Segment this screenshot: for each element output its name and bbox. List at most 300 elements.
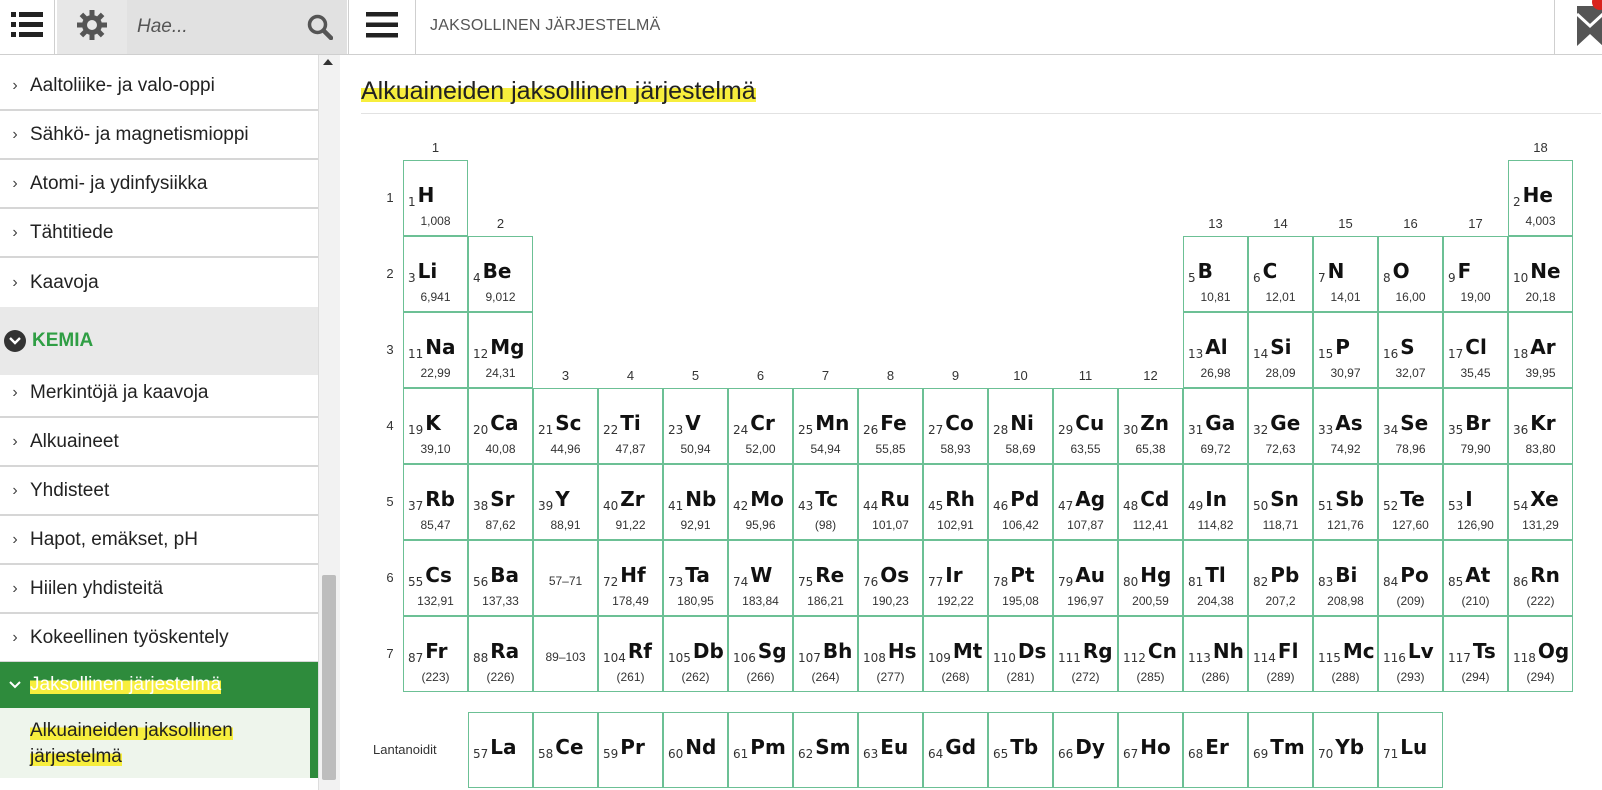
atomic-number: 45 xyxy=(928,499,944,513)
sidebar-item-sahko[interactable] xyxy=(0,111,318,160)
element-cell[interactable] xyxy=(403,464,468,540)
atomic-mass: 126,90 xyxy=(1457,518,1494,532)
sidebar-item-label: Aaltoliike- ja valo-oppi xyxy=(30,74,215,96)
atomic-number: 30 xyxy=(1123,423,1139,437)
atomic-mass: (261) xyxy=(616,670,645,684)
element-cell[interactable] xyxy=(1183,616,1248,692)
atomic-number: 74 xyxy=(733,575,749,589)
element-cell[interactable] xyxy=(1118,388,1183,464)
sidebar-item-kaavoja[interactable] xyxy=(0,258,318,307)
element-cell[interactable] xyxy=(468,616,533,692)
element-symbol: $_{72}$ Hf xyxy=(603,563,646,589)
atomic-number: 110 xyxy=(993,651,1016,665)
element-cell[interactable] xyxy=(468,388,533,464)
atomic-mass: (277) xyxy=(876,670,905,684)
element-cell[interactable] xyxy=(403,312,468,388)
element-cell[interactable] xyxy=(403,540,468,616)
atomic-mass: 44,96 xyxy=(550,442,581,456)
element-cell[interactable] xyxy=(793,388,858,464)
chevron-right-icon: › xyxy=(12,125,18,143)
element-cell[interactable] xyxy=(1183,312,1248,388)
element-cell[interactable] xyxy=(793,540,858,616)
lanthanoid-cell[interactable] xyxy=(663,712,728,788)
element-symbol: $_{11}$ Na xyxy=(408,335,456,361)
element-symbol: $_{44}$ Ru xyxy=(863,487,910,513)
atomic-mass: 65,38 xyxy=(1135,442,1166,456)
sidebar-scrollbar[interactable] xyxy=(318,55,340,790)
element-cell[interactable] xyxy=(663,388,728,464)
element-cell[interactable] xyxy=(1378,616,1443,692)
element-cell[interactable] xyxy=(988,464,1053,540)
element-symbol: $_{109}$ Mt xyxy=(928,639,983,665)
atomic-mass: (262) xyxy=(681,670,710,684)
atomic-mass: 118,71 xyxy=(1262,518,1299,532)
element-cell[interactable] xyxy=(923,388,988,464)
sidebar-item-yhdisteet[interactable] xyxy=(0,467,318,516)
atomic-number: 76 xyxy=(863,575,879,589)
atomic-mass: 200,59 xyxy=(1132,594,1169,608)
atomic-mass: 195,08 xyxy=(1002,594,1039,608)
periodic-table xyxy=(341,55,1602,790)
atomic-number: 114 xyxy=(1253,651,1276,665)
atomic-number: 27 xyxy=(928,423,944,437)
group-label: 10 xyxy=(1013,368,1028,383)
atomic-mass: 63,55 xyxy=(1070,442,1101,456)
atomic-number: 19 xyxy=(408,423,424,437)
lanthanoid-cell[interactable] xyxy=(598,712,663,788)
sidebar-item-merkintoja[interactable] xyxy=(0,369,318,418)
element-cell[interactable] xyxy=(598,388,663,464)
atomic-mass: 192,22 xyxy=(937,594,974,608)
element-cell[interactable] xyxy=(1248,464,1313,540)
scroll-up-arrow-icon[interactable] xyxy=(323,59,333,65)
series-range-cell xyxy=(533,616,598,692)
period-label: 7 xyxy=(386,646,394,661)
group-label: 14 xyxy=(1273,216,1288,231)
lanthanoid-cell[interactable] xyxy=(1118,712,1183,788)
sidebar-item-label: Tähtitiede xyxy=(30,221,114,243)
element-cell[interactable] xyxy=(923,464,988,540)
element-symbol: $_{35}$ Br xyxy=(1448,411,1491,437)
element-cell[interactable] xyxy=(1378,388,1443,464)
element-cell[interactable] xyxy=(988,540,1053,616)
atomic-number: 71 xyxy=(1383,747,1399,761)
atomic-mass: 178,49 xyxy=(612,594,649,608)
element-symbol: $_{32}$ Ge xyxy=(1253,411,1301,437)
atomic-number: 58 xyxy=(538,747,554,761)
lanthanoid-cell[interactable] xyxy=(1248,712,1313,788)
element-symbol: $_{12}$ Mg xyxy=(473,335,525,361)
atomic-mass: (293) xyxy=(1396,670,1425,684)
element-cell[interactable] xyxy=(1508,312,1573,388)
element-cell[interactable] xyxy=(1378,464,1443,540)
hamburger-icon xyxy=(366,12,398,43)
element-cell[interactable] xyxy=(1443,464,1508,540)
atomic-number: 3 xyxy=(408,271,416,285)
element-cell[interactable] xyxy=(1248,236,1313,312)
element-symbol: $_{38}$ Sr xyxy=(473,487,515,513)
atomic-mass: 91,22 xyxy=(615,518,646,532)
atomic-number: 67 xyxy=(1123,747,1139,761)
element-cell[interactable] xyxy=(1313,616,1378,692)
sidebar-item-kokeellinen[interactable] xyxy=(0,614,318,663)
atomic-number: 35 xyxy=(1448,423,1464,437)
element-symbol: $_{15}$ P xyxy=(1318,335,1350,361)
element-cell[interactable] xyxy=(923,616,988,692)
element-cell[interactable] xyxy=(728,388,793,464)
atomic-number: 85 xyxy=(1448,575,1464,589)
search-input[interactable] xyxy=(137,12,302,42)
element-symbol: $_{23}$ V xyxy=(668,411,701,437)
element-cell[interactable] xyxy=(468,540,533,616)
atomic-mass: 101,07 xyxy=(872,518,909,532)
atomic-number: 105 xyxy=(668,651,691,665)
element-symbol: $_{83}$ Bi xyxy=(1318,563,1358,589)
atomic-mass: 12,01 xyxy=(1265,290,1296,304)
group-label: 12 xyxy=(1143,368,1158,383)
element-symbol: $_{28}$ Ni xyxy=(993,411,1034,437)
atomic-number: 21 xyxy=(538,423,554,437)
atomic-mass: 52,00 xyxy=(745,442,776,456)
atomic-mass: 137,33 xyxy=(482,594,519,608)
element-symbol: $_9$ F xyxy=(1448,259,1472,285)
atomic-number: 72 xyxy=(603,575,619,589)
atomic-mass: 55,85 xyxy=(875,442,906,456)
atomic-number: 55 xyxy=(408,575,424,589)
element-cell[interactable] xyxy=(1508,160,1573,236)
hamburger-button[interactable] xyxy=(348,0,416,54)
atomic-mass: (268) xyxy=(941,670,970,684)
element-cell[interactable] xyxy=(1118,616,1183,692)
atomic-number: 70 xyxy=(1318,747,1334,761)
atomic-number: 1 xyxy=(408,195,416,209)
element-symbol: $_{48}$ Cd xyxy=(1123,487,1170,513)
element-symbol: $_{39}$ Y xyxy=(538,487,570,513)
lanthanoid-cell[interactable] xyxy=(533,712,598,788)
element-symbol: $_{71}$ Lu xyxy=(1383,735,1428,761)
atomic-number: 39 xyxy=(538,499,554,513)
lanthanoid-cell[interactable] xyxy=(728,712,793,788)
atomic-mass: 79,90 xyxy=(1460,442,1491,456)
chevron-right-icon: › xyxy=(12,174,18,192)
settings-button[interactable] xyxy=(57,0,127,54)
sidebar-item-jaksollinen[interactable] xyxy=(0,662,318,708)
element-cell[interactable] xyxy=(403,388,468,464)
element-cell[interactable] xyxy=(988,388,1053,464)
atomic-number: 79 xyxy=(1058,575,1074,589)
element-symbol: $_{114}$ Fl xyxy=(1253,639,1299,665)
atomic-number: 60 xyxy=(668,747,684,761)
lanthanoid-cell[interactable] xyxy=(1313,712,1378,788)
atomic-mass: 72,63 xyxy=(1265,442,1296,456)
atomic-mass: 58,69 xyxy=(1005,442,1036,456)
sidebar xyxy=(0,55,318,790)
element-cell[interactable] xyxy=(533,388,598,464)
element-cell[interactable] xyxy=(533,464,598,540)
element-symbol: $_{42}$ Mo xyxy=(733,487,784,513)
element-symbol: $_4$ Be xyxy=(473,259,512,285)
element-cell[interactable] xyxy=(858,464,923,540)
atomic-mass: 106,42 xyxy=(1002,518,1039,532)
element-cell[interactable] xyxy=(1508,464,1573,540)
element-cell[interactable] xyxy=(1313,312,1378,388)
atomic-mass: 40,08 xyxy=(485,442,516,456)
atomic-number: 37 xyxy=(408,499,424,513)
chevron-right-icon: › xyxy=(12,76,18,94)
element-symbol: $_{111}$ Rg xyxy=(1058,639,1113,665)
element-symbol: $_{115}$ Mc xyxy=(1318,639,1375,665)
atomic-number: 104 xyxy=(603,651,626,665)
element-cell[interactable] xyxy=(1313,236,1378,312)
element-cell[interactable] xyxy=(1183,236,1248,312)
element-cell[interactable] xyxy=(1378,236,1443,312)
atomic-mass: (210) xyxy=(1461,594,1490,608)
element-cell[interactable] xyxy=(1183,464,1248,540)
atomic-number: 113 xyxy=(1188,651,1211,665)
element-cell[interactable] xyxy=(1053,540,1118,616)
element-symbol: $_{13}$ Al xyxy=(1188,335,1228,361)
element-cell[interactable] xyxy=(1118,540,1183,616)
element-cell[interactable] xyxy=(728,616,793,692)
atomic-number: 4 xyxy=(473,271,481,285)
element-cell[interactable] xyxy=(468,236,533,312)
element-cell[interactable] xyxy=(1313,464,1378,540)
element-cell[interactable] xyxy=(403,236,468,312)
element-cell[interactable] xyxy=(1508,540,1573,616)
sidebar-item-hiilen[interactable] xyxy=(0,565,318,614)
chevron-right-icon: › xyxy=(12,383,18,401)
lanthanoid-cell[interactable] xyxy=(988,712,1053,788)
element-cell[interactable] xyxy=(728,540,793,616)
scrollbar-thumb[interactable] xyxy=(322,575,336,780)
element-cell[interactable] xyxy=(728,464,793,540)
main-content xyxy=(341,55,1602,790)
sidebar-item-tahtitiede[interactable] xyxy=(0,209,318,258)
element-cell[interactable] xyxy=(1053,464,1118,540)
element-symbol: $_{88}$ Ra xyxy=(473,639,520,665)
atomic-mass: 58,93 xyxy=(940,442,971,456)
element-cell[interactable] xyxy=(468,464,533,540)
element-cell[interactable] xyxy=(663,464,728,540)
element-cell[interactable] xyxy=(923,540,988,616)
element-cell[interactable] xyxy=(468,312,533,388)
element-cell[interactable] xyxy=(1053,388,1118,464)
sidebar-item-label: Merkintöjä ja kaavoja xyxy=(30,381,209,403)
lanthanoid-cell[interactable] xyxy=(468,712,533,788)
atomic-mass: 208,98 xyxy=(1327,594,1364,608)
element-cell[interactable] xyxy=(1248,540,1313,616)
element-symbol: $_{29}$ Cu xyxy=(1058,411,1105,437)
sidebar-subitem-alkuaineiden[interactable] xyxy=(0,708,318,778)
element-symbol: $_{25}$ Mn xyxy=(798,411,850,437)
group-label: 15 xyxy=(1338,216,1353,231)
bookmark-button[interactable] xyxy=(1554,0,1602,54)
atomic-number: 56 xyxy=(473,575,489,589)
atomic-number: 106 xyxy=(733,651,756,665)
element-cell[interactable] xyxy=(1378,312,1443,388)
element-symbol: $_{110}$ Ds xyxy=(993,639,1047,665)
sidebar-item-atomi[interactable] xyxy=(0,160,318,209)
element-symbol: $_{75}$ Re xyxy=(798,563,845,589)
element-cell[interactable] xyxy=(793,464,858,540)
lanthanoid-cell[interactable] xyxy=(1378,712,1443,788)
element-cell[interactable] xyxy=(1248,388,1313,464)
series-range-label: 89–103 xyxy=(545,650,586,664)
atomic-number: 22 xyxy=(603,423,619,437)
atomic-number: 73 xyxy=(668,575,684,589)
atomic-mass: 32,07 xyxy=(1395,366,1426,380)
element-cell[interactable] xyxy=(1183,540,1248,616)
element-cell[interactable] xyxy=(1313,388,1378,464)
element-symbol: $_7$ N xyxy=(1318,259,1345,285)
atomic-mass: 20,18 xyxy=(1525,290,1556,304)
sidebar-item-label: Alkuaineet xyxy=(30,430,119,452)
period-label: 3 xyxy=(386,342,394,357)
atomic-number: 61 xyxy=(733,747,749,761)
atomic-mass: 54,94 xyxy=(810,442,841,456)
atomic-mass: (286) xyxy=(1201,670,1230,684)
element-cell[interactable] xyxy=(1118,464,1183,540)
element-cell[interactable] xyxy=(1183,388,1248,464)
element-symbol: $_{62}$ Sm xyxy=(798,735,851,761)
atomic-number: 84 xyxy=(1383,575,1399,589)
sidebar-item-aaltoliike[interactable] xyxy=(0,62,318,111)
atomic-number: 34 xyxy=(1383,423,1399,437)
element-cell[interactable] xyxy=(1508,236,1573,312)
element-symbol: $_{55}$ Cs xyxy=(408,563,452,589)
atomic-number: 65 xyxy=(993,747,1009,761)
atomic-mass: 69,72 xyxy=(1200,442,1231,456)
atomic-mass: 112,41 xyxy=(1132,518,1169,532)
element-symbol: $_{52}$ Te xyxy=(1383,487,1425,513)
series-range-cell xyxy=(533,540,598,616)
atomic-number: 54 xyxy=(1513,499,1529,513)
element-cell[interactable] xyxy=(663,540,728,616)
sidebar-subitem-label: Alkuaineiden jaksollinen järjestelmä xyxy=(30,720,233,767)
element-cell[interactable] xyxy=(1313,540,1378,616)
atomic-mass: 78,96 xyxy=(1395,442,1426,456)
list-menu-button[interactable] xyxy=(0,0,55,54)
sidebar-item-label: Yhdisteet xyxy=(30,479,110,501)
element-cell[interactable] xyxy=(598,616,663,692)
element-cell[interactable] xyxy=(663,616,728,692)
period-label: 4 xyxy=(386,418,394,433)
atomic-mass: 87,62 xyxy=(485,518,516,532)
element-cell[interactable] xyxy=(1443,236,1508,312)
element-symbol: $_{65}$ Tb xyxy=(993,735,1039,761)
atomic-number: 9 xyxy=(1448,271,1456,285)
element-symbol: $_{24}$ Cr xyxy=(733,411,775,437)
sidebar-item-hapot[interactable] xyxy=(0,516,318,565)
atomic-number: 49 xyxy=(1188,499,1204,513)
element-symbol: $_{17}$ Cl xyxy=(1448,335,1487,361)
element-cell[interactable] xyxy=(858,540,923,616)
element-cell[interactable] xyxy=(858,388,923,464)
atomic-number: 44 xyxy=(863,499,879,513)
atomic-number: 52 xyxy=(1383,499,1399,513)
atomic-number: 33 xyxy=(1318,423,1334,437)
element-cell[interactable] xyxy=(1443,540,1508,616)
atomic-mass: 39,10 xyxy=(420,442,451,456)
atomic-number: 17 xyxy=(1448,347,1464,361)
atomic-number: 16 xyxy=(1383,347,1399,361)
lanthanoid-cell[interactable] xyxy=(923,712,988,788)
element-cell[interactable] xyxy=(1378,540,1443,616)
atomic-number: 77 xyxy=(928,575,944,589)
element-cell[interactable] xyxy=(1248,616,1313,692)
element-cell[interactable] xyxy=(1508,616,1573,692)
element-cell[interactable] xyxy=(1508,388,1573,464)
atomic-mass: (222) xyxy=(1526,594,1555,608)
element-symbol: $_{84}$ Po xyxy=(1383,563,1429,589)
atomic-number: 69 xyxy=(1253,747,1269,761)
element-cell[interactable] xyxy=(1248,312,1313,388)
atomic-number: 53 xyxy=(1448,499,1464,513)
element-cell[interactable] xyxy=(1443,388,1508,464)
atomic-number: 48 xyxy=(1123,499,1139,513)
list-menu-icon xyxy=(11,12,43,43)
element-symbol: $_{33}$ As xyxy=(1318,411,1363,437)
element-symbol: $_{37}$ Rb xyxy=(408,487,455,513)
element-cell[interactable] xyxy=(793,616,858,692)
atomic-mass: (209) xyxy=(1396,594,1425,608)
atomic-number: 43 xyxy=(798,499,814,513)
element-cell[interactable] xyxy=(988,616,1053,692)
element-cell[interactable] xyxy=(403,616,468,692)
atomic-mass: 131,29 xyxy=(1522,518,1559,532)
lanthanoid-cell[interactable] xyxy=(858,712,923,788)
element-cell[interactable] xyxy=(1053,616,1118,692)
atomic-mass: (98) xyxy=(814,518,837,532)
search-icon[interactable] xyxy=(307,14,333,45)
atomic-number: 87 xyxy=(408,651,424,665)
element-cell[interactable] xyxy=(598,540,663,616)
atomic-mass: 183,84 xyxy=(742,594,779,608)
lanthanoid-cell[interactable] xyxy=(1183,712,1248,788)
atomic-number: 24 xyxy=(733,423,749,437)
element-cell[interactable] xyxy=(403,160,468,236)
sidebar-item-label: Jaksollinen järjestelmä xyxy=(30,674,222,695)
group-label: 16 xyxy=(1403,216,1418,231)
element-symbol: $_5$ B xyxy=(1188,259,1213,285)
group-label: 2 xyxy=(496,216,505,231)
element-cell[interactable] xyxy=(858,616,923,692)
gear-icon xyxy=(76,9,108,46)
atomic-number: 2 xyxy=(1513,195,1521,209)
element-cell[interactable] xyxy=(1443,616,1508,692)
lanthanoid-cell[interactable] xyxy=(1053,712,1118,788)
sidebar-item-alkuaineet[interactable] xyxy=(0,418,318,467)
atomic-mass: 114,82 xyxy=(1197,518,1234,532)
chevron-right-icon: › xyxy=(12,223,18,241)
atomic-number: 112 xyxy=(1123,651,1146,665)
atomic-number: 38 xyxy=(473,499,489,513)
article-heading-text: Alkuaineiden jaksollinen järjestelmä xyxy=(361,77,756,105)
element-symbol: $_{14}$ Si xyxy=(1253,335,1292,361)
top-bar xyxy=(0,0,1602,55)
atomic-number: 63 xyxy=(863,747,879,761)
chevron-down-icon xyxy=(0,676,30,694)
atomic-number: 50 xyxy=(1253,499,1269,513)
element-cell[interactable] xyxy=(598,464,663,540)
lanthanoid-cell[interactable] xyxy=(793,712,858,788)
element-symbol: $_{79}$ Au xyxy=(1058,563,1105,589)
sidebar-item-label: Atomi- ja ydinfysiikka xyxy=(30,172,208,194)
atomic-mass: 6,941 xyxy=(420,290,451,304)
sidebar-section-kemia[interactable] xyxy=(0,307,318,375)
element-cell[interactable] xyxy=(1443,312,1508,388)
atomic-mass: (266) xyxy=(746,670,775,684)
